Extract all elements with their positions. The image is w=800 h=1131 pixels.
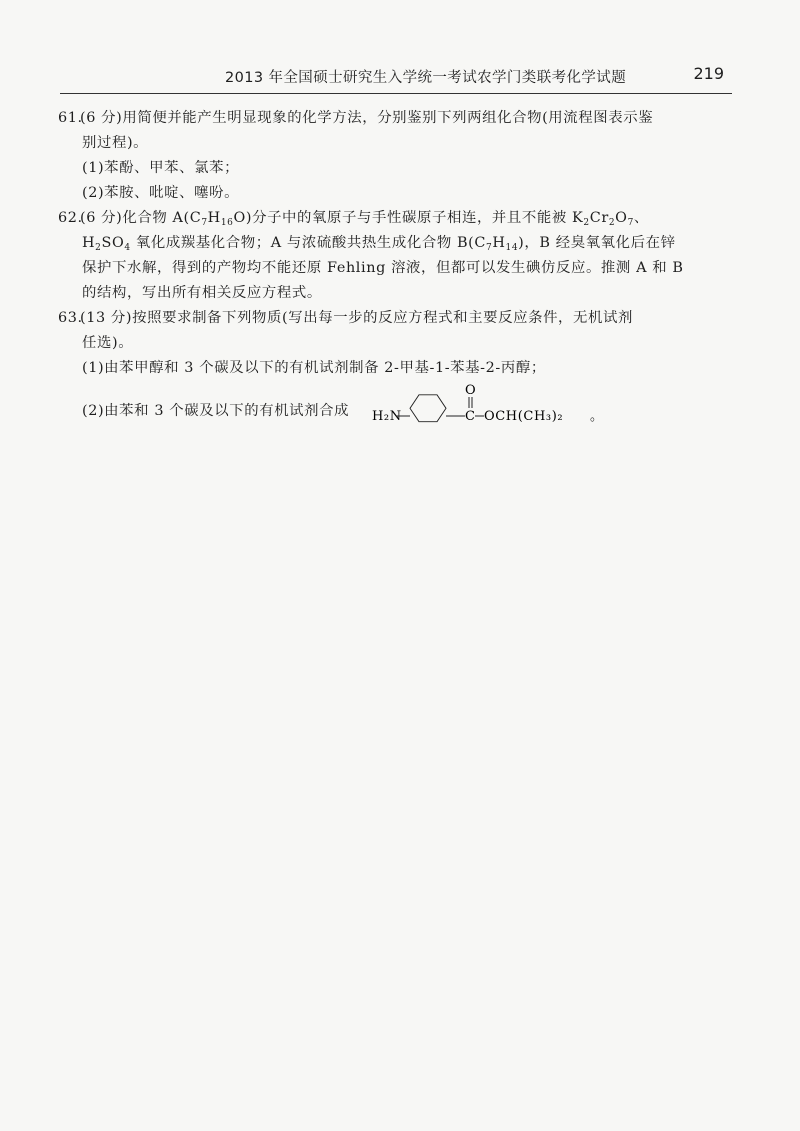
subquestion: (1)苯酚、甲苯、氯苯； (82, 160, 240, 176)
subscript: 7 (627, 218, 634, 228)
question-62-line (58, 206, 730, 231)
subscript: 7 (201, 218, 208, 228)
subscript: 16 (220, 218, 234, 228)
ester-group-label: OCH(CH₃)₂ (484, 409, 564, 424)
text-fragment: O)分子中的氧原子与手性碳原子相连，并且不能被 K (233, 210, 584, 226)
text-fragment: (6 分)化合物 A(C (80, 210, 202, 226)
subscript: 7 (486, 243, 493, 253)
question-61 (58, 106, 730, 206)
text-fragment: 、 (633, 210, 649, 226)
text-fragment: H (492, 235, 506, 251)
header-rule (60, 93, 732, 94)
text-fragment: 氧化成羰基化合物；A 与浓硫酸共热生成化合物 B(C (130, 235, 487, 251)
page-header (60, 66, 732, 92)
question-61-line: 别过程)。 (82, 135, 149, 151)
question-62 (58, 206, 730, 306)
subscript: 14 (505, 243, 519, 253)
subquestion: (2)由苯和 3 个碳及以下的有机试剂合成 (82, 403, 350, 419)
subscript: 2 (583, 218, 590, 228)
question-number: 62. (58, 210, 83, 226)
header-title: 2013 年全国硕士研究生入学统一考试农学门类联考化学试题 (225, 70, 627, 86)
subscript: 4 (124, 243, 131, 253)
amine-group-label: H₂N (372, 409, 402, 424)
question-number: 61. (58, 110, 83, 126)
question-63 (58, 306, 730, 427)
question-text: (6 分)用简便并能产生明显现象的化学方法，分别鉴别下列两组化合物(用流程图表示鉴 (80, 110, 654, 126)
text-fragment: )，B 经臭氧氧化后在锌 (518, 235, 676, 251)
text-fragment: Cr (589, 210, 609, 226)
subscript: 2 (95, 243, 102, 253)
subscript: 2 (608, 218, 616, 228)
subquestion-with-structure (58, 381, 730, 427)
benzene-ring (410, 395, 446, 422)
text-fragment: H (207, 210, 221, 226)
chemical-structure (372, 381, 692, 427)
text-fragment: SO (101, 235, 125, 251)
text-fragment: O (615, 210, 628, 226)
question-text: (13 分)按照要求制备下列物质(写出每一步的反应方程式和主要反应条件，无机试剂 (80, 310, 634, 326)
question-62-line: 保护下水解，得到的产物均不能还原 Fehling 溶液，但都可以发生碘仿反应。推测 A 和 B (82, 260, 684, 276)
question-63-line (58, 306, 730, 331)
subquestion: (2)苯胺、吡啶、噻吩。 (82, 185, 240, 201)
question-62-line (58, 231, 730, 256)
question-number: 63. (58, 310, 83, 326)
question-63-line: 任选)。 (82, 335, 134, 351)
page-content (58, 106, 730, 427)
question-62-line: 的结构，写出所有相关反应方程式。 (82, 285, 322, 301)
punctuation: 。 (590, 409, 604, 424)
carbonyl-carbon-label: C (465, 409, 476, 424)
subquestion: (1)由苯甲醇和 3 个碳及以下的有机试剂制备 2-甲基-1-苯基-2-丙醇； (82, 360, 546, 376)
question-61-line (58, 106, 730, 131)
carbonyl-oxygen-label: O (465, 383, 477, 398)
text-fragment: H (82, 235, 96, 251)
page-number: 219 (693, 64, 724, 83)
